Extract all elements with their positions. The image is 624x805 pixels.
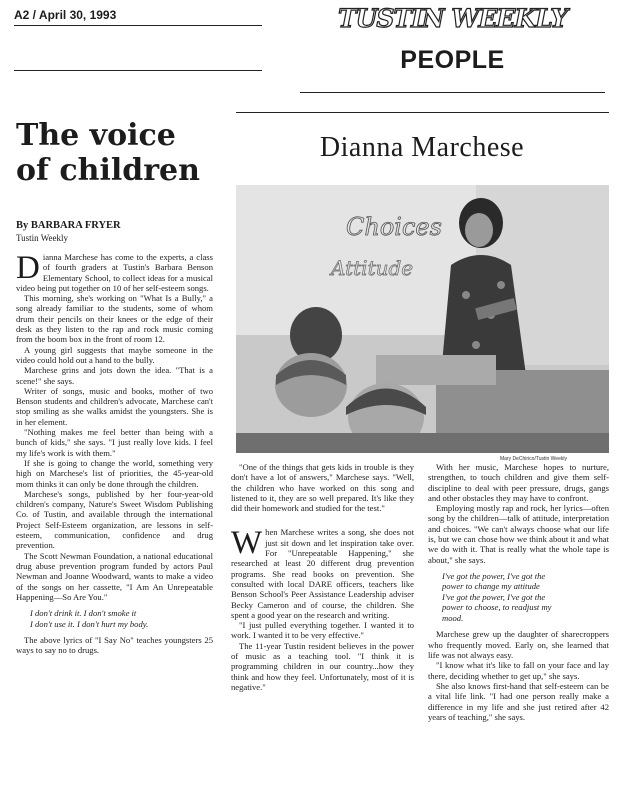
folio-date: A2 / April 30, 1993 bbox=[14, 8, 117, 22]
paragraph: "One of the things that gets kids in trouble is they don't have a lot of answers," Marchese says. "Well, the children who have worked on this song and listened to it, they are so well prepared. It's like they did their homework and studied for the test." bbox=[231, 462, 414, 514]
lead-paragraph: Dianna Marchese has come to the experts, a class of fourth graders at Tustin's Barbara Benson Elementary School, to collect ideas for a musical video being put together on 10 of her self-esteem songs. bbox=[16, 250, 213, 293]
header-rule-left bbox=[14, 25, 262, 26]
byline: By BARBARA FRYER bbox=[16, 220, 121, 231]
lyric-line: I've got the power, I've got the bbox=[442, 591, 546, 602]
article-column-1 bbox=[16, 252, 213, 656]
lyric-line: mood. bbox=[442, 612, 464, 623]
paragraph: With her music, Marchese hopes to nurture, strengthen, to touch children and give them self-discipline to deal with peer pressure, drugs, gangs and other obstacles they may have to confront. bbox=[428, 462, 609, 503]
article-column-3 bbox=[428, 462, 609, 722]
paragraph: Marchese grew up the daughter of sharecroppers who frequently moved. Early on, she learned that life was not always easy. bbox=[428, 629, 609, 661]
lyric-line: power to choose, to readjust my bbox=[442, 602, 552, 613]
header-rule-right bbox=[300, 92, 605, 93]
paragraph: Marchese's songs, published by her four-year-old children's company, Nature's Sweet Wisdom Publishing Co. of Tustin, and available through the international Project Self-Esteem organization, are lessons in self-esteem, communication, confidence and drug prevention. bbox=[16, 488, 213, 551]
board-text-choices: Choices bbox=[346, 213, 442, 241]
paragraph: "I just pulled everything together. I wanted it to work. I wanted it to be very effective." bbox=[231, 620, 414, 641]
lyric-line: I've got the power, I've got the bbox=[442, 570, 546, 581]
paragraph: The above lyrics of "I Say No" teaches youngsters 25 ways to say no to drugs. bbox=[16, 635, 213, 656]
byline-source: Tustin Weekly bbox=[16, 233, 69, 243]
masthead: TUSTIN WEEKLY bbox=[337, 4, 568, 33]
paragraph: Marchese grins and jots down the idea. "That is a scene!" she says. bbox=[16, 365, 213, 386]
drop-cap: D bbox=[16, 250, 40, 286]
subject-name: Dianna Marchese bbox=[319, 132, 525, 163]
photo-credit: Mary DeChirico/Tustin Weekly bbox=[500, 456, 567, 462]
paragraph: A young girl suggests that maybe someone in the video could hold out a hand to the bully. bbox=[16, 344, 213, 365]
paragraph: Writer of songs, music and books, mother of two Benson students and children's advocate, Marchese can't stop smiling as she walks amidst the youngsters. She is in her element. bbox=[16, 385, 213, 427]
header-rule-left-2 bbox=[14, 70, 262, 71]
drop-cap: W bbox=[231, 525, 263, 562]
article-photo bbox=[236, 185, 609, 453]
lyric-block bbox=[16, 608, 213, 629]
paragraph: When Marchese writes a song, she does not just sit down and let inspiration take over. For "Unrepeatable Happening," she researched at least 20 different drug prevention programs. She read books on prevention. She consulted with local DARE officers, teachers like Benson School's Peer Assistance Leadership adviser Becky Cameron and of course, the children. She spent a good year on the research and writing. bbox=[231, 525, 414, 620]
paragraph: This morning, she's working on "What Is a Bully," a song already familiar to the students, some of whom drum their pencils on their knees or the edge of their desk as they listen to the rap and rock music coming from the boom box in the front of room 12. bbox=[16, 293, 213, 345]
section-title: PEOPLE bbox=[400, 46, 505, 74]
lyric-line: I don't use it. I don't hurt my body. bbox=[30, 618, 149, 629]
headline: The voice of children bbox=[16, 118, 200, 188]
paragraph: The Scott Newman Foundation, a national educational drug abuse prevention program funded by actors Paul Newman and Joanne Woodward, wants to make a video of the songs on her cassette, "I Am An Unrepeatable Happening—So Are You." bbox=[16, 550, 213, 602]
paragraph: If she is going to change the world, something very high on Marchese's list of priorities, the 45-year-old mom thinks it can only be done through the children. bbox=[16, 457, 213, 489]
lyric-block bbox=[428, 571, 609, 624]
board-text-attitude: Attitude bbox=[331, 256, 414, 280]
article-column-2 bbox=[231, 462, 414, 692]
paragraph: Employing mostly rap and rock, her lyrics—often song by the children—talk of attitude, interpretation and choices. "We can't always choose what our life is, but we can chose how we think about it and what we do with it. That is really what the whole tape is about," she says. bbox=[428, 503, 609, 565]
paragraph: The 11-year Tustin resident believes in the power of music as a teaching tool. "I think it is programming children in our country...how they think and how they feel. Unfortunately, most of it is negative." bbox=[231, 640, 414, 692]
paragraph: "I know what it's like to fall on your face and lay there, deciding whether to get up," she says. bbox=[428, 660, 609, 681]
photo-illustration bbox=[236, 185, 609, 453]
lyric-line: I don't drink it. I don't smoke it bbox=[30, 608, 137, 619]
header-rule-right-2 bbox=[236, 112, 609, 113]
paragraph: She also knows first-hand that self-esteem can be a vital life link. "I had one person really make a difference in my life and she just retired after 42 years of teaching," she says. bbox=[428, 680, 609, 722]
lyric-line: power to change my attitude bbox=[442, 581, 540, 592]
paragraph: "Nothing makes me feel better than being with a bunch of kids," she says. "I just really love kids. I feel my life's work is with them." bbox=[16, 427, 213, 458]
